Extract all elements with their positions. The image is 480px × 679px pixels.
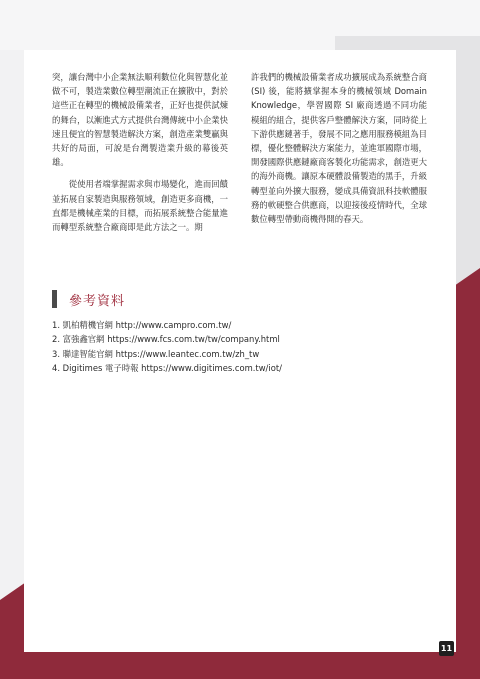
- page-number: 11: [439, 641, 454, 656]
- text-column-left: [52, 70, 228, 242]
- references-list: [52, 318, 352, 375]
- reference-item: 1. 凱柏精機官網 http://www.campro.com.tw/: [52, 320, 232, 330]
- paragraph: 突，讓台灣中小企業無法順利數位化與智慧化並做不可，製造業數位轉型潮流正在擴散中，對於這些正在轉型的機械設備業者，正好也提供試煉的舞台，以漸進式方式提供台灣傳統中小企業快速且便宜的智慧製造解決方案，創造產業雙贏與共好的局面，可說是台灣製造業升級的幕後英雄。: [52, 72, 228, 168]
- heading-bar-marker: [52, 290, 57, 308]
- text-column-right: [251, 70, 427, 234]
- reference-item: 2. 富強鑫官網 https://www.fcs.com.tw/tw/company.html: [52, 334, 280, 345]
- references-heading: [52, 289, 125, 309]
- reference-item: 4. Digitimes 電子時報 https://www.digitimes.com.tw/iot/: [52, 362, 282, 373]
- reference-item: 3. 聯達智能官網 https://www.leantec.com.tw/zh_tw: [52, 348, 260, 359]
- references-title: 參考資料: [69, 293, 126, 309]
- paragraph: 從使用者端掌握需求與市場變化，進而回饋並拓展自家製造與服務領域，創造更多商機，一直都是機械產業的目標，而拓展系統整合能量進而轉型系統整合廠商即是此方法之一。期: [52, 179, 228, 233]
- paragraph: 許我們的機械設備業者成功擴展成為系統整合商 (SI) 後，能將擴掌握本身的機械領域 Domain Knowledge，學習國際 SI 廠商透過不同功能模組的組合，提供客戶整體解決方案，同時從上下游供應鏈著手，發展不同之應用服務模組為目標，優化整體解決方案能力，並進軍國際市場，開發國際供應鏈廠商客製化功能需求，創造更大的海外商機。讓原本硬體設備製造的黑手，升級轉型並向外擴大服務，變成具備資訊科技軟體服務的軟硬整合供應商，以迎接後疫情時代，全球數位轉型帶動商機得開的春天。: [251, 72, 427, 225]
